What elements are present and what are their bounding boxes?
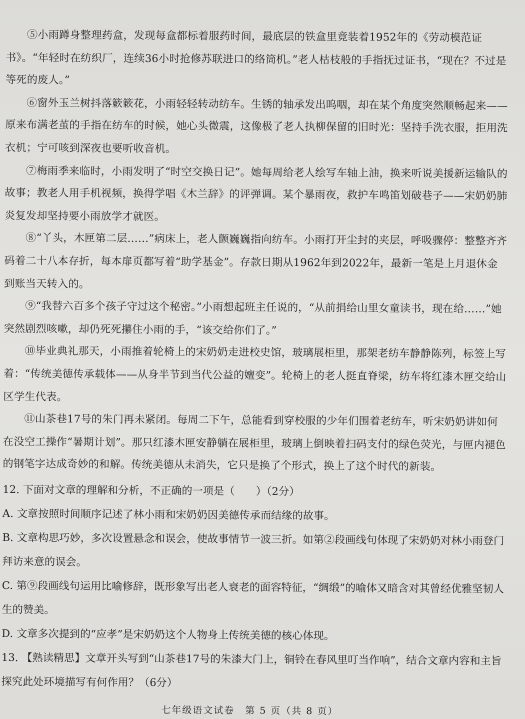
paragraph-8: ⑧“丫头，木匣第二层……”病床上，老人颤巍巍指向纺车。小雨打开尘封的夹层，呼吸骤停：整整齐齐码着二十八本存折，每本扉页都写着“助学基金”。存款日期从1962年到2022年，最新一笔是上月退休金到账当天转入的。 — [4, 232, 508, 291]
paragraph-10: ⑩毕业典礼那天，小雨推着轮椅上的宋奶奶走进校史馆，玻璃展柜里，那架老纺车静静陈列，标签上写着：“传统美德传承载体——从身半节到当代公益的嬗变”。轮椅上的老人挺直脊梁，纺车将红漆木匣交给山区学生代表。 — [3, 345, 507, 403]
question-12 — [2, 478, 507, 650]
question-12-option-c: C. 第⑨段画线句运用比喻修辞，既形象写出老人衰老的面容特征，“绸缎”的喻体又暗含对其曾经优雅坚韧人生的赞美。 — [1, 579, 504, 617]
question-12-stem: 12. 下面对文章的理解和分析，不正确的一项是（ ）（2分） — [2, 483, 300, 498]
reading-passage — [3, 24, 510, 479]
paragraph-7: ⑦梅雨季来临时，小雨发明了“时空交换日记”。她每周给老人绘写车轴上油，换来听说美援新运输队的故事；教老人用手机视频，换得学唱《木兰辞》的评弹调。某个暴雨夜，救护车鸣笛划破巷子——宋奶奶肺炎复发却坚持要小雨放学才就医。 — [4, 164, 508, 223]
page-footer: 七年级语文试卷 第 5 页（共 8 页） — [161, 705, 339, 718]
paragraph-11: ⑪山茶巷17号的朱门再未紧闭。每周二下午，总能看到穿校服的少年们围着老纺车，听宋奶奶讲如何在没空工操作“暑期计划”。那只红漆木匣安静躺在展柜里，玻璃上倒映着扫码支付的绿色荧光，与匣内褪色的钢笔字达成奇妙的和解。传统美德从未消失，它只是换了个形式，换上了这个时代的新装。 — [2, 413, 506, 474]
paragraph-6: ⑥窗外玉兰树抖落簌簌花，小雨轻轻转动纺车。生锈的轴承发出呜咽，却在某个角度突然顺畅起来——原来布满老茧的手指在纺车的时候，她心头微震，这像极了老人执柳保留的旧时光：坚持手洗衣服，拒用洗衣机；宁可咳到深夜也要听收音机。 — [4, 96, 508, 156]
question-12-option-d: D. 文章多次提到的“应孝”是宋奶奶这个人物身上传统美德的核心体现。 — [1, 627, 335, 643]
paragraph-5: ⑤小雨蹲身整理药盒，发现每盒都标着服药时间，最底层的铁盒里竟装着1952年的《劳动模范证书》。“年轻时在纺织厂，连续36小时抢修苏联进口的络筒机。”老人枯枝般的手指抚过证书，“现在？不过是等死的废人。” — [5, 29, 507, 87]
question-13 — [1, 646, 505, 698]
question-12-option-a: A. 文章按照时间顺序记述了林小雨和宋奶奶因美德传承而结缘的故事。 — [2, 507, 335, 523]
question-12-option-b: B. 文章构思巧妙，多次设置悬念和误会，使故事情节一波三折。如第②段画线句体现了宋奶奶对林小雨登门拜访来意的误会。 — [2, 531, 505, 569]
question-13-stem: 13. 【熟读精思】文章开头写到“山茶巷17号的朱漆大门上，铜铃在春风里叮当作响”，结合文章内容和主旨探究此处环境描写有何作用？（6分） — [1, 651, 502, 690]
paragraph-9: ⑨“我替六百多个孩子守过这个秘密。”小雨想起班主任说的，“从前捐给山里女童读书，现在给……”她突然剧烈咳嗽，却仍死死攥住小雨的手，“该交给你们了。” — [3, 300, 502, 337]
exam-page — [1, 6, 510, 718]
